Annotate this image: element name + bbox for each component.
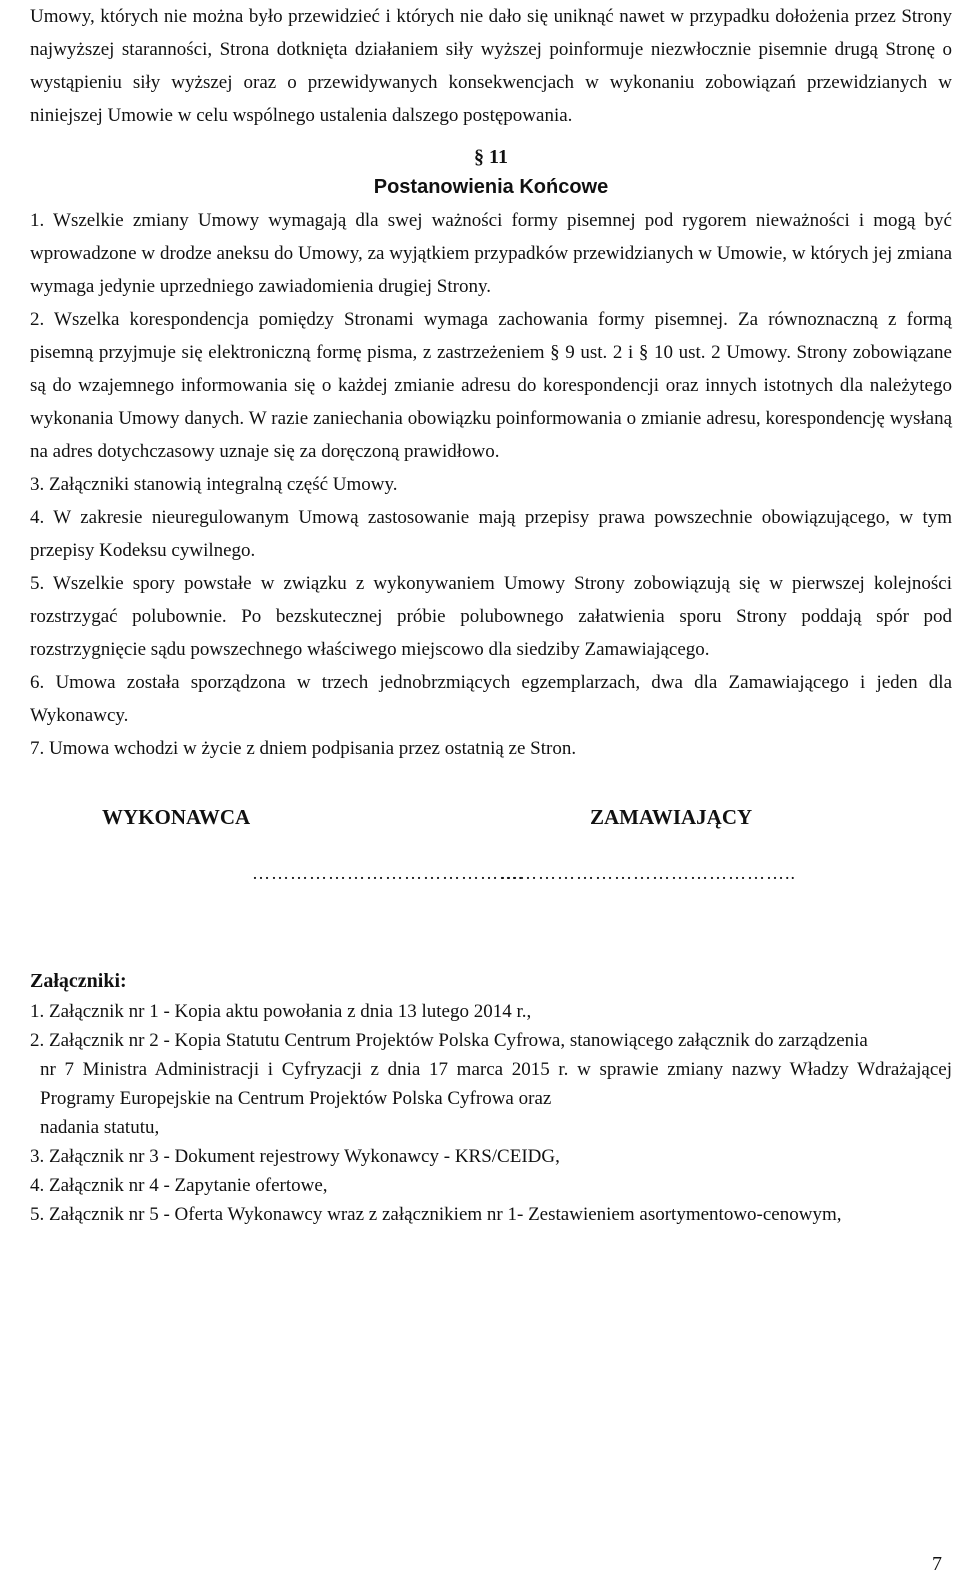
list-item [30,997,952,1026]
client-label: ZAMAWIAJĄCY [590,805,753,829]
item-number: 3. [30,1146,45,1167]
list-item [30,567,952,666]
section-title: Postanowienia Końcowe [373,176,609,198]
list-item [30,1171,952,1200]
item-text: Załącznik nr 2 - Kopia Statutu Centrum Projektów Polska Cyfrowa, stanowiącego załącznik do zarządzenia [49,1030,868,1051]
page-number: 7 [932,1553,942,1575]
intro-paragraph: Umowy, których nie można było przewidzieć i których nie dało się uniknąć nawet w przypadku dołożenia przez Strony najwyższej staranności, Strona dotknięta działaniem siły wyższej poinformuje niezwłocznie pisemnie drugą Stronę o wystąpieniu siły wyższej oraz o przewidywanych konsekwencjach w wykonaniu zobowiązań przewidzianych w niniejszej Umowie w celu wspólnego ustalenia dalszego postępowania. [30,6,952,126]
item-number: 4. [30,507,45,528]
item-text: Załącznik nr 3 - Dokument rejestrowy Wykonawcy - KRS/CEIDG, [49,1146,560,1167]
item-text-continued: nadania statutu, [40,1117,160,1138]
item-text: Wszelkie zmiany Umowy wymagają dla swej ważności formy pisemnej pod rygorem nieważności i mogą być wprowadzone w drodze aneksu do Umowy, za wyjątkiem przypadków przewidzianych w Umowie, w których jej zmiana wymaga jedynie uprzedniego zawiadomienia drugiej Strony. [30,210,952,297]
attachments-list [30,997,952,1229]
client-signature-line: ……………………………………….. [500,863,796,883]
item-text: W zakresie nieuregulowanym Umową zastosowanie mają przepisy prawa powszechnie obowiązującego, w tym przepisy Kodeksu cywilnego. [30,507,952,561]
list-item [30,1026,952,1142]
list-item [30,732,952,765]
item-text: Załącznik nr 1 - Kopia aktu powołania z dnia 13 lutego 2014 r., [49,1001,532,1022]
list-item [30,468,952,501]
contractor-label: WYKONAWCA [102,805,251,829]
item-text: Załączniki stanowią integralną część Umowy. [49,474,398,495]
list-item [30,1200,952,1229]
item-text-continued: nr 7 Ministra Administracji i Cyfryzacji z dnia 17 marca 2015 r. w sprawie zmiany nazwy Władzy Wdrażającej Programy Europejskie na Centrum Projektów Polska Cyfrowa oraz [40,1059,952,1109]
list-item [30,666,952,732]
attachments-title: Załączniki: [30,970,127,992]
signature-block [30,805,952,925]
contractor-signature-line: ……………………………………. [252,863,524,883]
list-item [30,204,952,303]
list-item [30,501,952,567]
item-number: 1. [30,210,45,231]
list-item [30,303,952,468]
section-number: § 11 [474,146,508,168]
item-text: Załącznik nr 5 - Oferta Wykonawcy wraz z załącznikiem nr 1- Zestawieniem asortymentowo-cenowym, [49,1204,842,1225]
item-number: 6. [30,672,45,693]
item-text: Wszelkie spory powstałe w związku z wykonywaniem Umowy Strony zobowiązują się w pierwszej kolejności rozstrzygać polubownie. Po bezskutecznej próbie polubownego załatwienia sporu Strony poddają spór pod rozstrzygnięcie sądu powszechnego właściwego miejscowo dla siedziby Zamawiającego. [30,573,952,660]
item-number: 5. [30,1204,45,1225]
document-page [30,0,952,1229]
item-number: 1. [30,1001,45,1022]
provisions-list [30,204,952,765]
item-text: Umowa została sporządzona w trzech jednobrzmiących egzemplarzach, dwa dla Zamawiającego i jeden dla Wykonawcy. [30,672,953,726]
item-text: Wszelka korespondencja pomiędzy Stronami wymaga zachowania formy pisemnej. Za równoznaczną z formą pisemną przyjmuje się elektroniczną formę pisma, z zastrzeżeniem § 9 ust. 2 i § 10 ust. 2 Umowy. Strony zobowiązane są do wzajemnego informowania się o każdej zmianie adresu do korespondencji oraz innych istotnych dla należytego wykonania Umowy danych. W razie zaniechania obowiązku poinformowania o zmianie adresu, korespondencję wysłaną na adres dotychczasowy uznaje się za doręczoną prawidłowo. [30,309,952,462]
item-number: 4. [30,1175,45,1196]
item-number: 2. [30,309,45,330]
item-text: Załącznik nr 4 - Zapytanie ofertowe, [49,1175,328,1196]
item-text: Umowa wchodzi w życie z dniem podpisania przez ostatnią ze Stron. [49,738,577,759]
item-number: 2. [30,1030,45,1051]
item-number: 5. [30,573,45,594]
item-number: 7. [30,738,45,759]
list-item [30,1142,952,1171]
item-number: 3. [30,474,45,495]
